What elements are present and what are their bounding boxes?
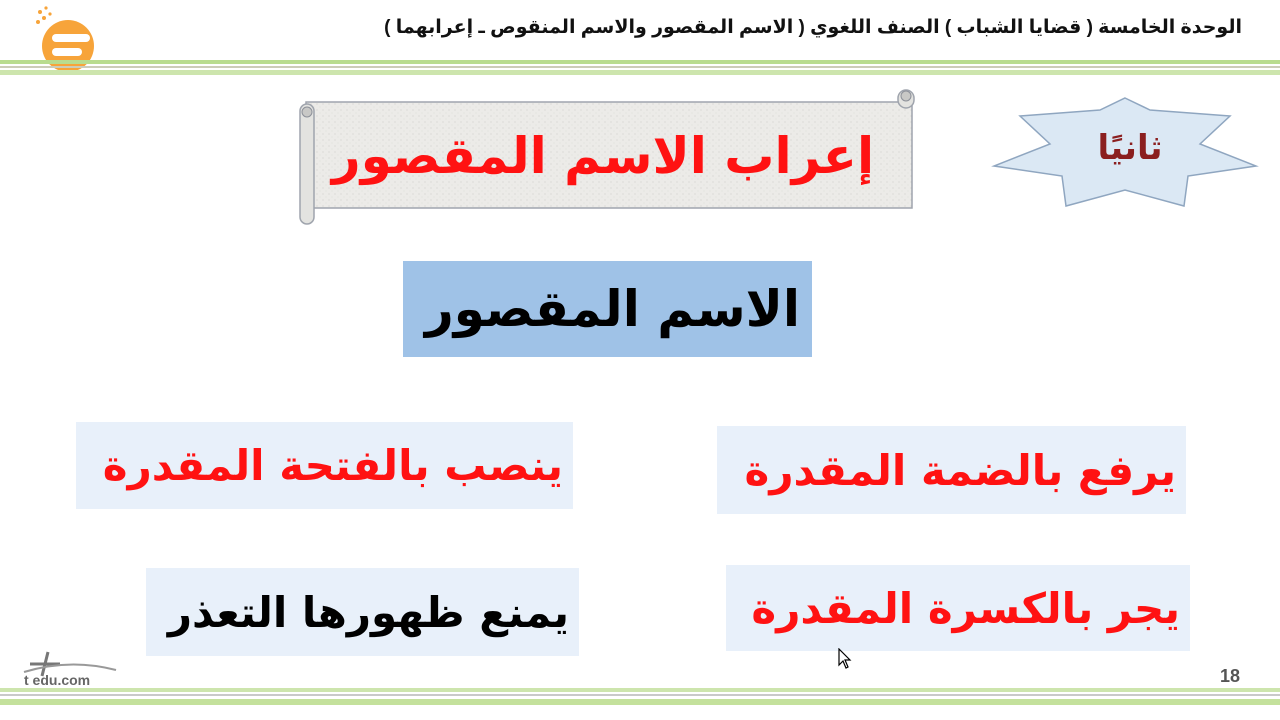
star-label: ثانيًا [1097,128,1163,168]
mouse-cursor-icon [838,648,852,670]
page-number: 18 [1220,666,1241,686]
main-title-box [403,261,812,357]
footer-logo-text: t edu.com [24,672,91,688]
header-band-line [0,66,1280,68]
rule-box-jarr [726,565,1190,651]
scroll-title: إعراب الاسم المقصور [331,127,875,185]
rule-box-nasb [76,422,573,509]
rule-text: يمنع ظهورها التعذر [167,587,569,637]
footer-band [0,688,1280,692]
rule-box-raf [717,426,1186,514]
main-title: الاسم المقصور [425,280,800,338]
header-title: الوحدة الخامسة ( قضايا الشباب ) الصنف اللغوي ( الاسم المقصور والاسم المنقوص ـ إعرابهما ) [384,17,1242,38]
rule-text: يرفع بالضمة المقدرة [744,445,1176,495]
rule-text: ينصب بالفتحة المقدرة [102,441,563,490]
footer-band-lower [0,699,1280,705]
header-band-lower [0,70,1280,75]
header-band [0,60,1280,64]
rule-box-taazur [146,568,579,656]
footer-band-line [0,694,1280,696]
rule-text: يجر بالكسرة المقدرة [751,583,1180,633]
